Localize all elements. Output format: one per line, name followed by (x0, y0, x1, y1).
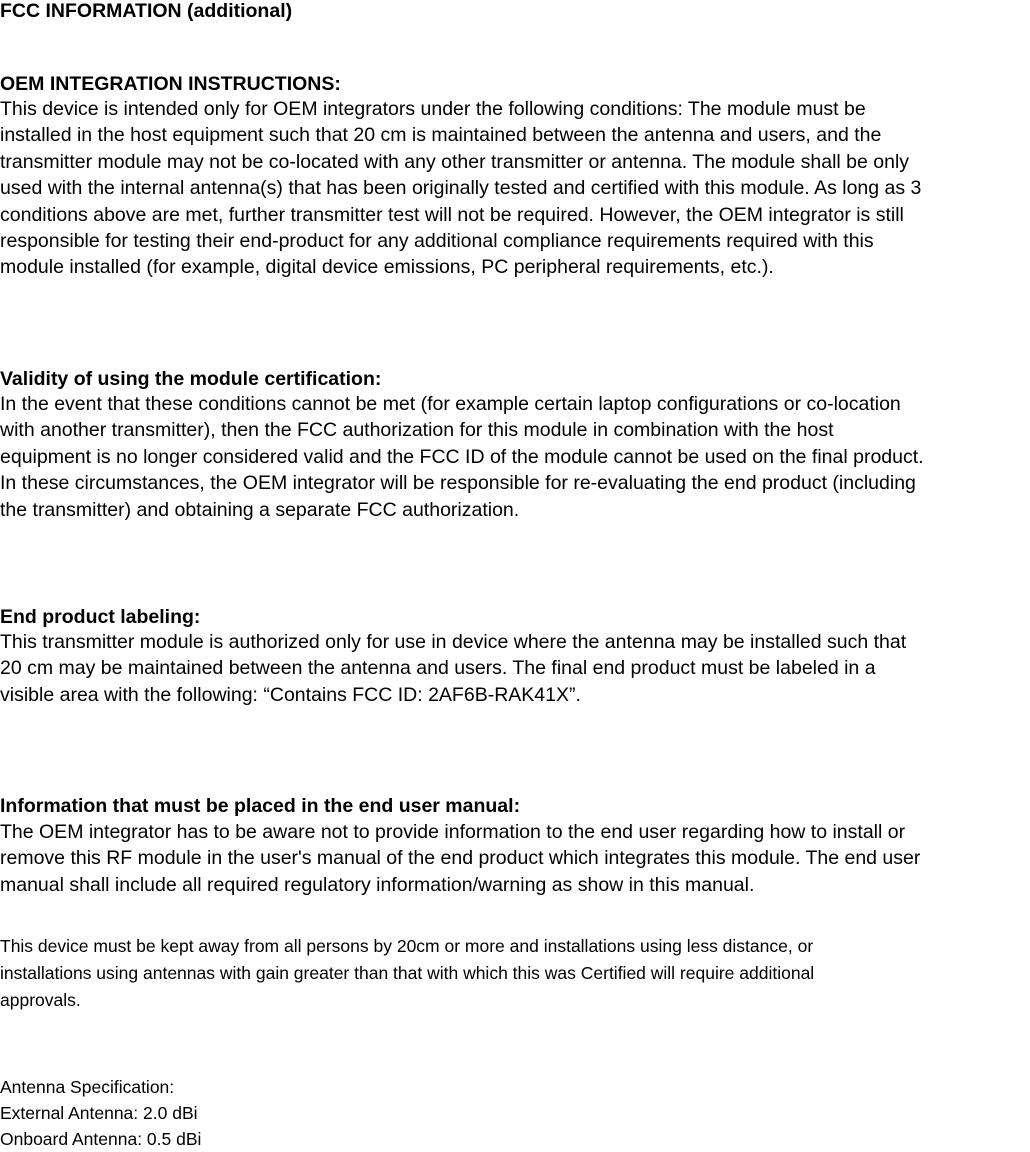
antenna-spec-onboard: Onboard Antenna: 0.5 dBi (0, 1129, 202, 1149)
text-line: conditions above are met, further transmitter test will not be required. However, the OEM integrator is still (0, 203, 904, 226)
text-line: used with the internal antenna(s) that has been originally tested and certified with this module. As long as 3 (0, 177, 922, 200)
text-line: This device must be kept away from all persons by 20cm or more and installations using less distance, or (0, 936, 814, 956)
text-line: 20 cm may be maintained between the antenna and users. The final end product must be labeled in a (0, 657, 876, 680)
text-line: with another transmitter), then the FCC authorization for this module in combination with the host (0, 419, 834, 442)
antenna-specification (0, 1074, 201, 1152)
text-line: responsible for testing their end-product for any additional compliance requirements required with this (0, 230, 874, 253)
text-line: installed in the host equipment such that 20 cm is maintained between the antenna and users, and the (0, 124, 882, 147)
text-line: This device is intended only for OEM integrators under the following conditions: The module must be (0, 98, 866, 120)
section-heading-validity: Validity of using the module certification: (0, 368, 382, 390)
text-line: installations using antennas with gain greater than that with which this was Certified will require additional (0, 963, 815, 983)
section-heading-end-user-manual: Information that must be placed in the end user manual: (0, 795, 521, 817)
text-line: In these circumstances, the OEM integrator will be responsible for re-evaluating the end product (including (0, 472, 916, 495)
rf-exposure-statement (0, 933, 814, 1014)
section-body-end-product-labeling (0, 629, 906, 708)
text-line: module installed (for example, digital device emissions, PC peripheral requirements, etc.). (0, 256, 774, 279)
text-line: remove this RF module in the user's manual of the end product which integrates this module. The end user (0, 847, 921, 870)
antenna-spec-external: External Antenna: 2.0 dBi (0, 1103, 198, 1123)
text-line: This transmitter module is authorized only for use in device where the antenna may be installed such that (0, 631, 907, 653)
section-heading-end-product-labeling: End product labeling: (0, 606, 201, 628)
text-line: equipment is no longer considered valid and the FCC ID of the module cannot be used on the final product. (0, 445, 924, 468)
section-body-end-user-manual (0, 819, 920, 898)
page-title: FCC INFORMATION (additional) (0, 0, 293, 22)
text-line: manual shall include all required regulatory information/warning as show in this manual. (0, 873, 755, 896)
section-body-oem-integration (0, 96, 921, 281)
text-line: visible area with the following: “Contains FCC ID: 2AF6B-RAK41X”. (0, 683, 581, 706)
text-line: The OEM integrator has to be aware not to provide information to the end user regarding how to install or (0, 821, 906, 843)
text-line: transmitter module may not be co-located with any other transmitter or antenna. The module shall be only (0, 150, 910, 173)
section-heading-oem-integration: OEM INTEGRATION INSTRUCTIONS: (0, 73, 341, 95)
text-line: approvals. (0, 990, 81, 1010)
text-line: In the event that these conditions cannot be met (for example certain laptop configurations or co-location (0, 393, 901, 415)
section-body-validity (0, 391, 924, 523)
antenna-spec-heading: Antenna Specification: (0, 1077, 175, 1097)
text-line: the transmitter) and obtaining a separate FCC authorization. (0, 498, 520, 521)
